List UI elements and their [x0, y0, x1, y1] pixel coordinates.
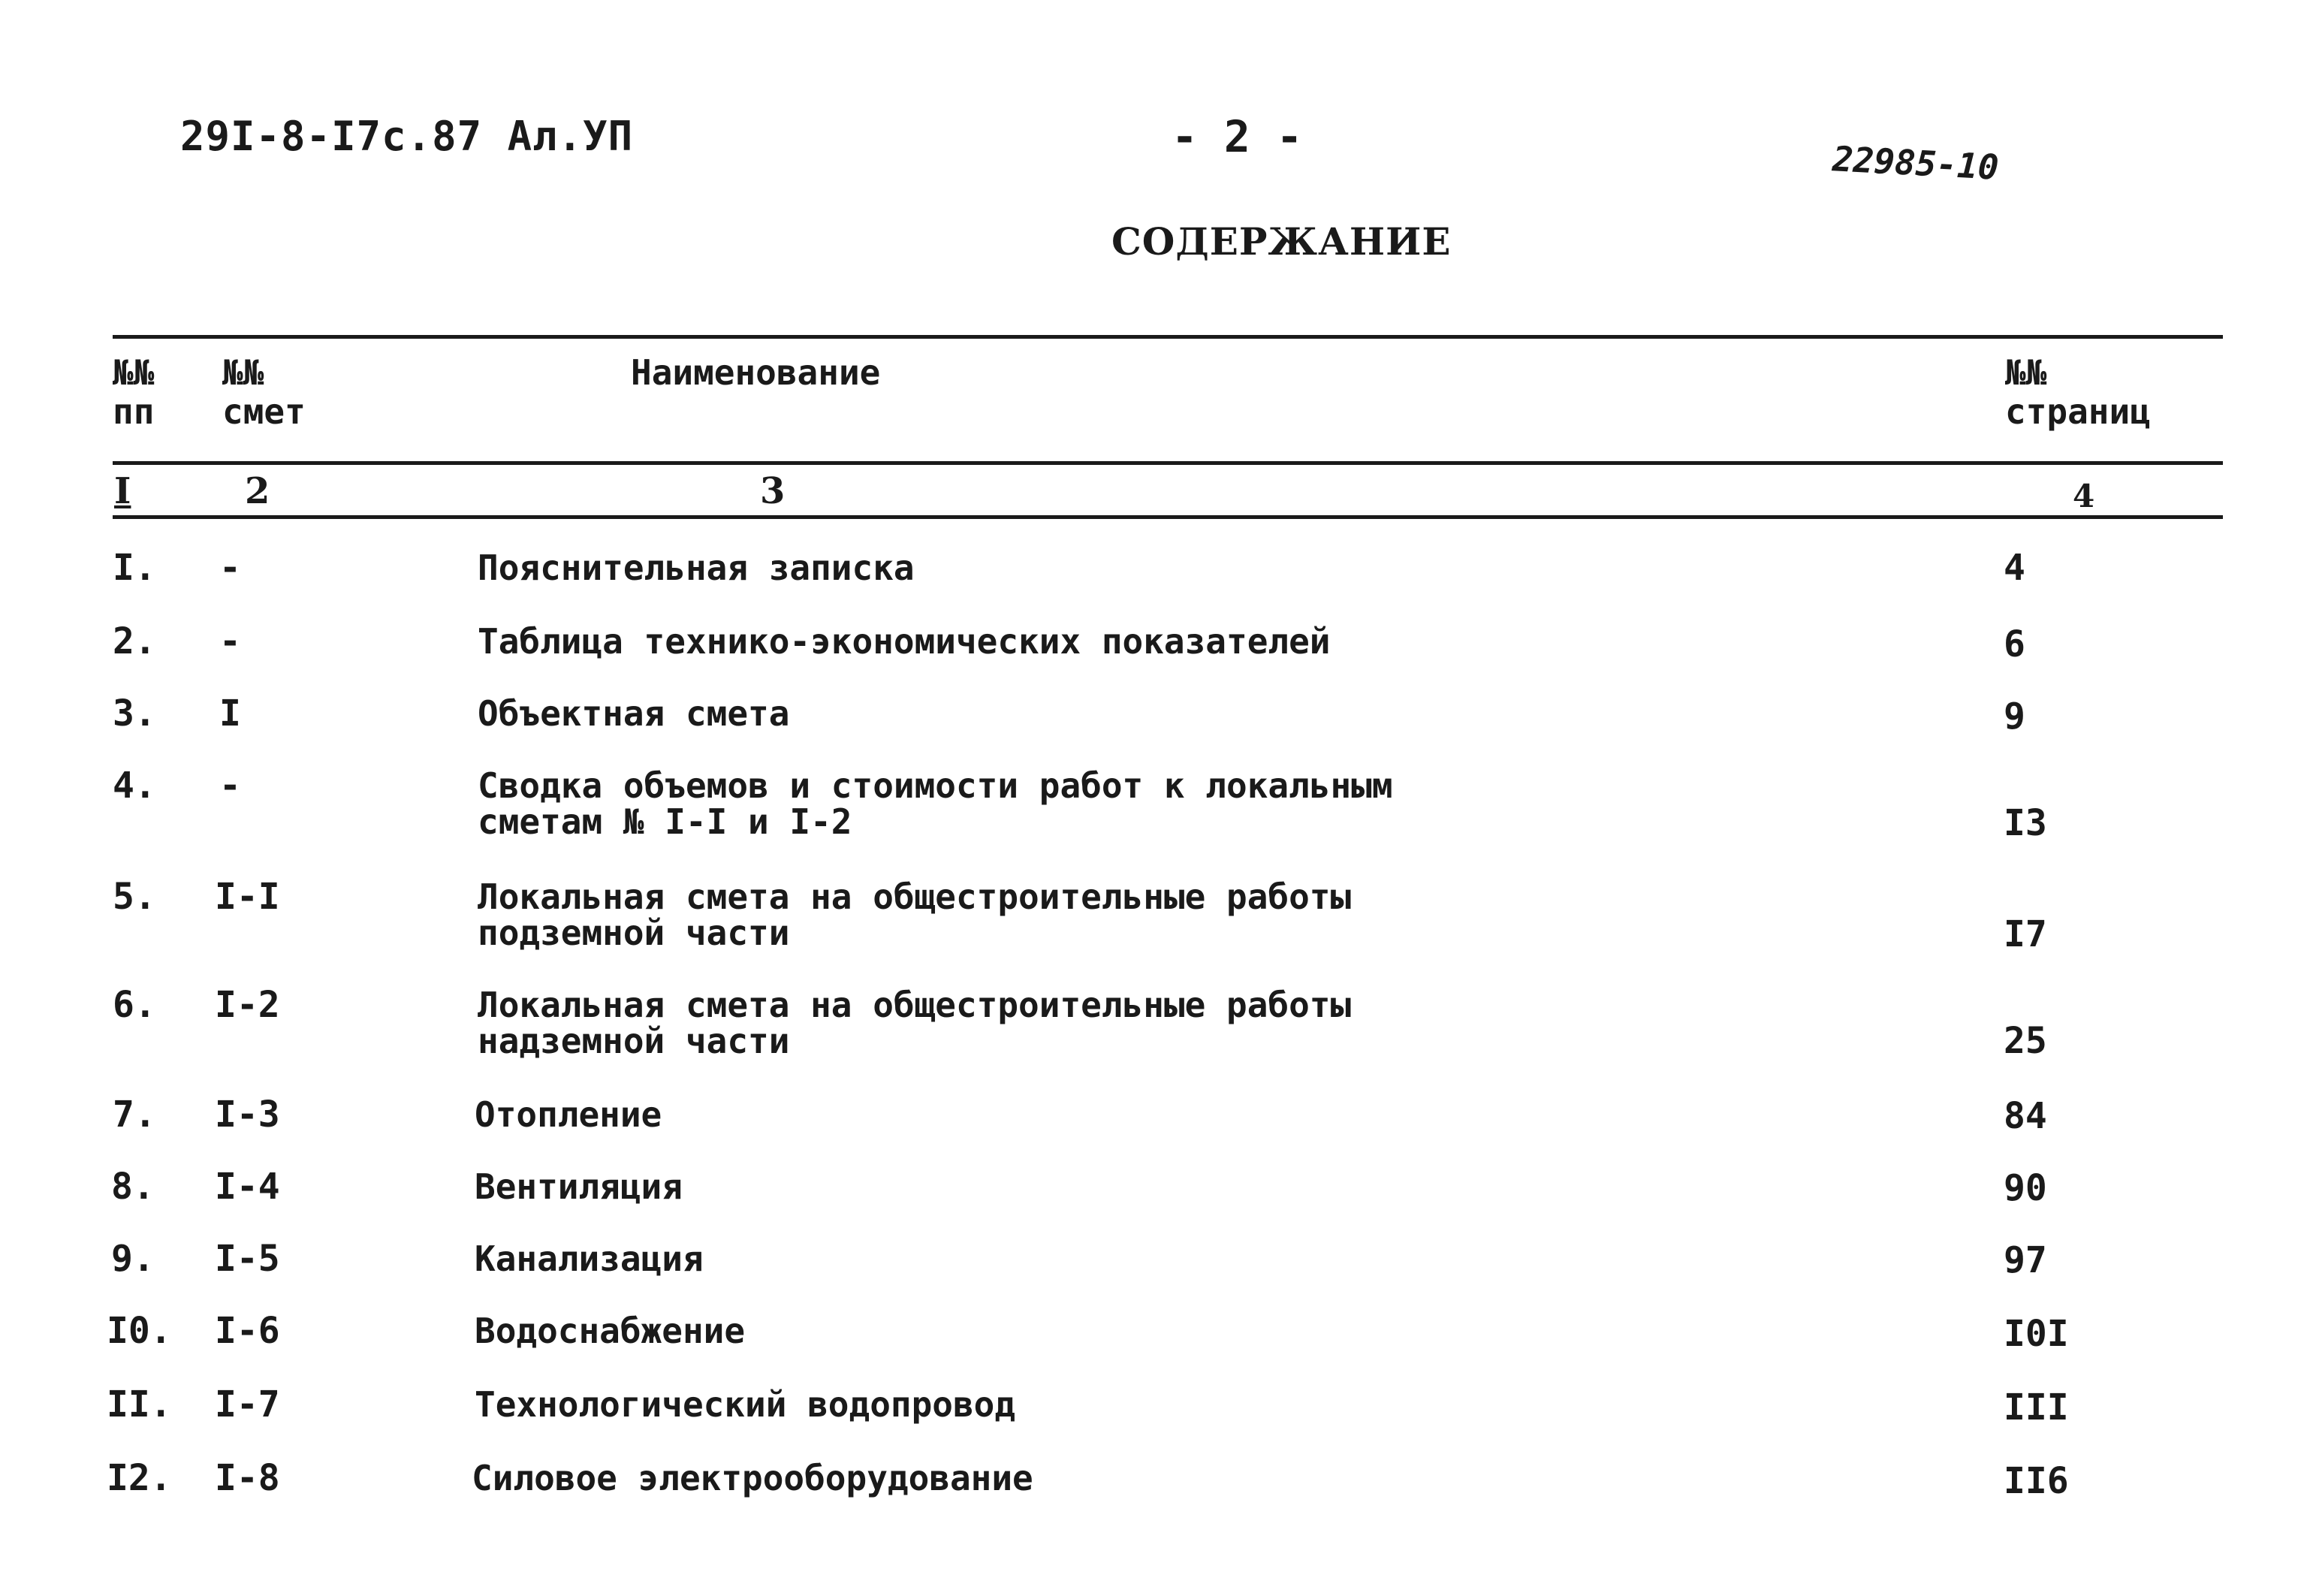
row-number: I2.	[107, 1457, 172, 1499]
column-header-number-line2: пп	[113, 391, 155, 432]
column-header-estimate-line1: №№	[222, 352, 264, 393]
row-number: 6.	[113, 984, 156, 1026]
row-name	[475, 1238, 704, 1279]
column-header-estimate	[222, 353, 306, 431]
row-page: 90	[2004, 1167, 2047, 1209]
column-header-name-line1: Наименование	[631, 352, 881, 393]
row-number: 4.	[113, 765, 156, 807]
row-name	[472, 1460, 1033, 1496]
row-page: II6	[2004, 1460, 2069, 1502]
row-name	[478, 765, 1393, 842]
row-estimate: I-8	[215, 1457, 280, 1499]
row-name	[475, 1386, 1015, 1423]
row-estimate: I-5	[215, 1238, 280, 1280]
row-name-line: Водоснабжение	[475, 1311, 746, 1351]
row-estimate: -	[219, 620, 241, 662]
page-title: СОДЕРЖАНИЕ	[1111, 219, 1452, 264]
row-page: 6	[2004, 623, 2025, 665]
column-header-estimate-line2: смет	[222, 391, 306, 432]
row-name	[475, 1313, 745, 1349]
row-estimate: -	[219, 765, 241, 807]
row-name	[475, 1094, 662, 1135]
header-bottom-rule	[113, 461, 2223, 465]
row-page: 97	[2004, 1239, 2047, 1281]
row-estimate: I-6	[215, 1310, 280, 1352]
row-page: 9	[2004, 695, 2025, 738]
row-estimate: I-4	[215, 1166, 280, 1208]
column-header-number-line1: №№	[113, 352, 155, 393]
row-number: 9.	[111, 1238, 155, 1280]
row-name-line: Таблица технико-экономических показателей	[478, 621, 1331, 662]
row-page: I7	[2004, 913, 2047, 955]
row-estimate: I-7	[215, 1383, 280, 1426]
page-number: - 2 -	[1172, 111, 1303, 162]
row-name	[475, 1166, 683, 1207]
row-name-line: Пояснительная записка	[478, 548, 915, 588]
row-name-line: Локальная смета на общестроительные работы	[478, 876, 1352, 917]
row-number: 3.	[113, 692, 156, 735]
row-name	[478, 695, 789, 732]
document-code: 29I-8-I7c.87 Ал.УП	[180, 113, 634, 160]
row-estimate: I-3	[215, 1094, 280, 1136]
column-header-pages-line2: страниц	[2005, 391, 2151, 432]
row-name-line: Силовое электрооборудование	[472, 1458, 1033, 1498]
row-name	[478, 987, 1351, 1059]
row-name-line: Объектная смета	[478, 693, 790, 734]
column-number-rule	[113, 515, 2223, 519]
row-page: I3	[2004, 802, 2047, 844]
row-number: I0.	[107, 1310, 172, 1352]
column-number-2: 2	[245, 470, 270, 512]
row-page: 84	[2004, 1095, 2047, 1137]
column-header-pages	[2005, 353, 2151, 431]
row-name	[478, 550, 915, 586]
row-estimate: I	[219, 692, 241, 735]
row-page: 25	[2004, 1020, 2047, 1062]
column-number-1: I	[114, 470, 131, 512]
row-name	[478, 876, 1352, 953]
row-estimate: I-2	[215, 984, 280, 1026]
row-name-line: надземной части	[478, 1021, 790, 1061]
row-number: 7.	[113, 1094, 156, 1136]
column-number-3: 3	[760, 470, 786, 512]
row-number: 2.	[113, 620, 156, 662]
row-name-line: Сводка объемов и стоимости работ к локальным	[478, 765, 1393, 806]
column-header-pages-line1: №№	[2005, 352, 2047, 393]
row-page: 4	[2004, 547, 2025, 589]
row-number: I.	[113, 547, 156, 589]
archive-number: 22985-10	[1831, 138, 2000, 188]
row-name-line: Технологический водопровод	[475, 1384, 1016, 1425]
row-name-line: Отопление	[475, 1094, 662, 1135]
row-name-line: Локальная смета на общестроительные работы	[478, 985, 1352, 1025]
row-number: II.	[107, 1383, 172, 1426]
table-top-rule	[113, 335, 2223, 339]
row-number: 5.	[113, 876, 156, 918]
column-header-name	[631, 353, 880, 392]
row-page: III	[2004, 1386, 2069, 1429]
row-name-line: Вентиляция	[475, 1166, 683, 1207]
row-name-line: сметам № I-I и I-2	[478, 801, 852, 842]
row-estimate: -	[219, 547, 241, 589]
column-number-4: 4	[2073, 478, 2095, 514]
column-header-number	[113, 353, 154, 431]
row-name-line: подземной части	[478, 913, 790, 953]
row-name-line: Канализация	[475, 1238, 704, 1279]
row-number: 8.	[111, 1166, 155, 1208]
row-name	[478, 621, 1331, 662]
row-page: I0I	[2004, 1313, 2069, 1355]
row-estimate: I-I	[215, 876, 280, 918]
